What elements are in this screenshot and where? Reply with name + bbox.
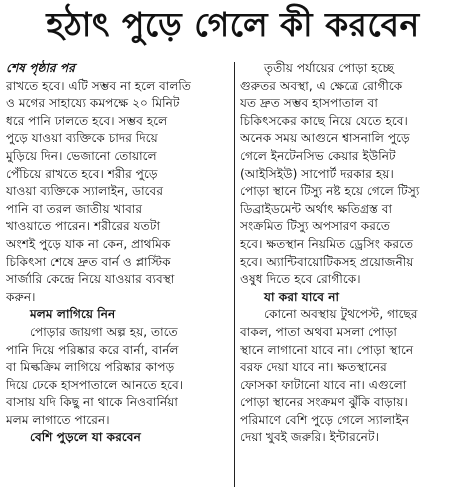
text-line: পুড়ে যাওয়া ব্যক্তিকে চাদর দিয়ে — [6, 131, 158, 146]
text-line: সংক্রমিত টিস্যু অপসারণ করতে — [240, 219, 390, 234]
text-line: (আইসিইউ) সাপোর্ট দরকার হয়। — [240, 166, 394, 181]
text-line: চিকিৎসকের কাছে নিয়ে যেতে হবে। — [240, 113, 408, 128]
text-line: পরিমাণে বেশি পুড়ে গেলে স্যালাইন — [240, 412, 410, 427]
text-line: পানি বা তরল জাতীয় খাবার — [6, 201, 143, 216]
text-line: পোড়া স্থানের সংক্রমণ ঝুঁকি বাড়ায়। — [240, 395, 408, 410]
text-line: কোনো অবস্থায় টুথপেস্ট, গাছের — [264, 307, 418, 322]
right-column — [240, 60, 463, 490]
text-line: করুন। — [6, 289, 36, 304]
text-line: ধরে পানি ঢালতে হবে। সম্ভব হলে — [6, 113, 168, 128]
continued-from-label: শেষ পৃষ্ঠার পর — [6, 61, 75, 75]
text-line: ওষুধ দিতে হবে রোগীকে। — [240, 272, 361, 287]
text-line: ও মগের সাহায্যে কমপক্ষে ২০ মিনিট — [6, 96, 180, 111]
right-paragraph-2 — [240, 306, 463, 447]
text-line: ফোসকা ফাটানো যাবে না। এগুলো — [240, 377, 407, 392]
text-line: পোড়া স্থানে টিস্যু নষ্ট হয়ে গেলে টিস্যু — [240, 184, 420, 199]
subhead-dont-do: যা করা যাবে না — [264, 289, 340, 304]
text-line: গেলে ইনটেনসিভ কেয়ার ইউনিট — [240, 148, 396, 163]
column-divider — [234, 62, 235, 487]
text-line: স্থানে লাগানো যাবে না। পোড়া স্থানে — [240, 342, 414, 357]
text-line: মলম লাগাতে পারেন। — [6, 412, 110, 427]
left-column — [6, 60, 229, 490]
left-paragraph-1 — [6, 78, 229, 307]
text-line: চিকিৎসা শেষে দ্রুত বার্ন ও প্লাস্টিক — [6, 254, 171, 269]
text-line: বরফ দেয়া যাবে না। ক্ষতস্থানের — [240, 360, 387, 375]
text-line: দিয়ে ঢেকে হাসপাতালে আনতে হবে। — [6, 377, 184, 392]
text-line: মুড়িয়ে দিন। ভেজানো তোয়ালে — [6, 148, 157, 163]
text-line: ডিব্রাইডমেন্ট অর্থাৎ ক্ষতিগ্রস্ত বা — [240, 201, 393, 216]
text-line: অংশই পুড়ে যাক না কেন, প্রাথমিক — [6, 236, 171, 251]
text-line: বাসায় যদি কিছু না থাকে নিওবার্নিয়া — [6, 395, 178, 410]
text-line: তৃতীয় পর্যায়ের পোড়া হচ্ছে — [264, 61, 395, 75]
text-line: হবে। অ্যান্টিবায়োটিকসহ প্রয়োজনীয় — [240, 254, 414, 269]
text-line: পোড়ার জায়গা অল্প হয়, তাতে — [30, 324, 178, 339]
text-line: যত দ্রুত সম্ভব হাসপাতাল বা — [240, 96, 378, 111]
text-line: হবে। ক্ষতস্থান নিয়মিত ড্রেসিং করতে — [240, 236, 414, 251]
text-line: রাখতে হবে। এটি সম্ভব না হলে বালতি — [6, 78, 192, 93]
text-line: দেয়া খুবই জরুরি। ইন্টারনেট। — [240, 430, 379, 445]
text-line: সার্জারি কেন্দ্রে নিয়ে যাওয়ার ব্যবস্থা — [6, 272, 175, 287]
subhead-severe-burn: বেশি পুড়লে যা করবেন — [30, 430, 141, 445]
text-line: যাওয়া ব্যক্তিকে স্যালাইন, ডাবের — [6, 184, 164, 199]
text-line: অনেক সময় আগুনে শ্বাসনালি পুড়ে — [240, 131, 410, 146]
text-line: খাওয়াতে পারেন। শরীরের যতটা — [6, 219, 160, 234]
text-line: পেঁচিয়ে রাখতে হবে। শরীর পুড়ে — [6, 166, 158, 181]
text-line: পানি দিয়ে পরিষ্কার করে বার্না, বার্নল — [6, 342, 179, 357]
subhead-ointment: মলম লাগিয়ে নিন — [30, 307, 116, 322]
text-line: বা মিল্কক্রিম লাগিয়ে পরিষ্কার কাপড় — [6, 360, 175, 375]
article-headline: হঠাৎ পুড়ে গেলে কী করবেন — [46, 5, 420, 44]
left-paragraph-2 — [6, 324, 229, 430]
text-line: বাকল, পাতা অথবা মসলা পোড়া — [240, 324, 397, 339]
right-paragraph-1 — [240, 60, 463, 289]
text-line: গুরুতর অবস্থা, এ ক্ষেত্রে রোগীকে — [240, 78, 403, 93]
